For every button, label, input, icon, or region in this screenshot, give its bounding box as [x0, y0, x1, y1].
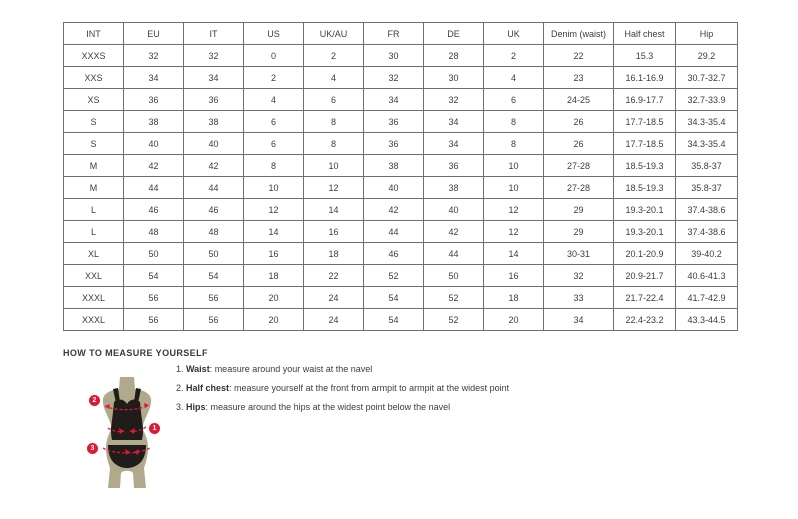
size-table-cell: 40	[184, 133, 244, 155]
size-table-cell: 4	[244, 89, 304, 111]
marker-badge-3: 3	[87, 443, 98, 454]
size-table-cell: 8	[304, 133, 364, 155]
size-table-header	[64, 23, 738, 45]
size-table-cell: 40.6-41.3	[676, 265, 738, 287]
size-table-cell: 6	[484, 89, 544, 111]
size-table-cell: 14	[304, 199, 364, 221]
size-table-cell: 28	[424, 45, 484, 67]
size-table-cell: 38	[124, 111, 184, 133]
size-table-cell: 35.8-37	[676, 155, 738, 177]
size-table-cell: 54	[364, 287, 424, 309]
size-table-cell: 44	[364, 221, 424, 243]
size-table-cell: M	[64, 155, 124, 177]
table-row	[64, 67, 738, 89]
size-table-cell: 43.3-44.5	[676, 309, 738, 331]
size-table-cell: 17.7-18.5	[614, 111, 676, 133]
size-table-cell: 41.7-42.9	[676, 287, 738, 309]
size-table-cell: XXXL	[64, 287, 124, 309]
size-table-cell: 44	[424, 243, 484, 265]
size-table-cell: 18	[484, 287, 544, 309]
size-table-column-header: DE	[424, 23, 484, 45]
size-table-cell: 39-40.2	[676, 243, 738, 265]
size-table-cell: 29.2	[676, 45, 738, 67]
size-table-column-header: Half chest	[614, 23, 676, 45]
size-table-cell: 48	[124, 221, 184, 243]
size-table-cell: 37.4-38.6	[676, 221, 738, 243]
size-table-cell: XL	[64, 243, 124, 265]
size-table-cell: 12	[244, 199, 304, 221]
size-table-cell: 40	[124, 133, 184, 155]
size-table-cell: 34.3-35.4	[676, 133, 738, 155]
size-table-cell: 56	[184, 309, 244, 331]
size-table-cell: 32	[544, 265, 614, 287]
size-table-cell: 50	[124, 243, 184, 265]
table-row	[64, 243, 738, 265]
size-table-cell: 44	[124, 177, 184, 199]
size-table-cell: 52	[424, 309, 484, 331]
size-table-cell: 14	[244, 221, 304, 243]
size-table-cell: S	[64, 133, 124, 155]
measure-instruction-item: 3. Hips: measure around the hips at the widest point below the navel	[176, 402, 451, 412]
size-table-cell: 12	[484, 221, 544, 243]
size-table-cell: 42	[184, 155, 244, 177]
size-table-cell: 56	[124, 309, 184, 331]
size-table-cell: 18	[244, 265, 304, 287]
size-table-cell: M	[64, 177, 124, 199]
size-table-cell: XXL	[64, 265, 124, 287]
size-table-cell: 16.1-16.9	[614, 67, 676, 89]
size-table-column-header: UK/AU	[304, 23, 364, 45]
size-table-cell: 34	[424, 133, 484, 155]
size-table-cell: 20	[244, 287, 304, 309]
size-table-cell: 32	[424, 89, 484, 111]
size-table-cell: 34.3-35.4	[676, 111, 738, 133]
size-table-cell: 22	[544, 45, 614, 67]
marker-badge-1: 1	[149, 423, 160, 434]
size-table-cell: 16.9-17.7	[614, 89, 676, 111]
table-row	[64, 265, 738, 287]
table-row	[64, 199, 738, 221]
size-table-cell: 34	[544, 309, 614, 331]
size-table-cell: 26	[544, 111, 614, 133]
size-table-cell: 24-25	[544, 89, 614, 111]
table-row	[64, 287, 738, 309]
size-table-cell: 54	[124, 265, 184, 287]
size-table-cell: 36	[364, 133, 424, 155]
size-table-cell: 14	[484, 243, 544, 265]
size-table-column-header: FR	[364, 23, 424, 45]
size-table-cell: 30	[424, 67, 484, 89]
measure-instruction-list	[176, 364, 596, 421]
size-table-cell: 20.9-21.7	[614, 265, 676, 287]
size-table-cell: 34	[364, 89, 424, 111]
size-table-cell: 54	[364, 309, 424, 331]
size-table-cell: 36	[364, 111, 424, 133]
size-table-cell: 42	[124, 155, 184, 177]
size-table-cell: 26	[544, 133, 614, 155]
size-table-cell: 6	[244, 111, 304, 133]
measure-instruction-item: 1. Waist: measure around your waist at the navel	[176, 364, 373, 374]
size-table-cell: 30	[364, 45, 424, 67]
size-table-cell: L	[64, 221, 124, 243]
size-table-cell: 37.4-38.6	[676, 199, 738, 221]
size-table-cell: 16	[304, 221, 364, 243]
size-table-cell: 34	[424, 111, 484, 133]
size-table-cell: 12	[484, 199, 544, 221]
table-row	[64, 89, 738, 111]
size-table-cell: 22	[304, 265, 364, 287]
size-table-cell: 33	[544, 287, 614, 309]
size-table-cell: 32.7-33.9	[676, 89, 738, 111]
size-table-cell: 56	[124, 287, 184, 309]
size-table-cell: 16	[484, 265, 544, 287]
size-table-cell: 46	[364, 243, 424, 265]
size-table-cell: 50	[424, 265, 484, 287]
size-table-cell: XXS	[64, 67, 124, 89]
size-table-cell: 56	[184, 287, 244, 309]
size-table-column-header: UK	[484, 23, 544, 45]
size-table-column-header: EU	[124, 23, 184, 45]
size-table-cell: 48	[184, 221, 244, 243]
size-table-cell: 52	[424, 287, 484, 309]
size-table-cell: 10	[484, 177, 544, 199]
size-table-column-header: US	[244, 23, 304, 45]
size-table-cell: 22.4-23.2	[614, 309, 676, 331]
measure-section-title: HOW TO MEASURE YOURSELF	[63, 348, 208, 358]
size-table-cell: 36	[184, 89, 244, 111]
size-table-cell: XXXL	[64, 309, 124, 331]
size-table-cell: 8	[244, 155, 304, 177]
size-table-column-header: IT	[184, 23, 244, 45]
size-table-cell: S	[64, 111, 124, 133]
size-table-cell: 46	[124, 199, 184, 221]
size-table-cell: XS	[64, 89, 124, 111]
table-row	[64, 111, 738, 133]
size-table-body	[64, 45, 738, 331]
size-table-cell: 46	[184, 199, 244, 221]
size-table-cell: 8	[484, 133, 544, 155]
size-table-cell: L	[64, 199, 124, 221]
size-table-cell: 12	[304, 177, 364, 199]
size-table-cell: 23	[544, 67, 614, 89]
size-table-cell: 17.7-18.5	[614, 133, 676, 155]
size-table-column-header: INT	[64, 23, 124, 45]
size-table-cell: 34	[124, 67, 184, 89]
size-table-column-header: Hip	[676, 23, 738, 45]
size-table-cell: 4	[304, 67, 364, 89]
size-table-column-header: Denim (waist)	[544, 23, 614, 45]
size-table-cell: 32	[364, 67, 424, 89]
size-table-cell: 20	[244, 309, 304, 331]
size-table-cell: 15.3	[614, 45, 676, 67]
size-table-cell: 20.1-20.9	[614, 243, 676, 265]
size-table-cell: 38	[184, 111, 244, 133]
size-table-cell: 36	[424, 155, 484, 177]
size-table-cell: 29	[544, 199, 614, 221]
size-table-cell: 54	[184, 265, 244, 287]
size-table-cell: 19.3-20.1	[614, 199, 676, 221]
size-table-cell: 6	[304, 89, 364, 111]
measure-instruction-item: 2. Half chest: measure yourself at the front from armpit to armpit at the widest point	[176, 383, 510, 393]
table-row	[64, 177, 738, 199]
table-row	[64, 45, 738, 67]
size-table-cell: 20	[484, 309, 544, 331]
size-table-cell: 10	[484, 155, 544, 177]
size-table-cell: 10	[304, 155, 364, 177]
table-row	[64, 133, 738, 155]
size-table-cell: 30-31	[544, 243, 614, 265]
size-table-cell: 24	[304, 287, 364, 309]
size-table-cell: 52	[364, 265, 424, 287]
size-table-cell: 32	[184, 45, 244, 67]
size-table-cell: 32	[124, 45, 184, 67]
size-table-cell: 42	[424, 221, 484, 243]
size-table-cell: 50	[184, 243, 244, 265]
size-table-cell: 30.7-32.7	[676, 67, 738, 89]
size-table-cell: 18.5-19.3	[614, 155, 676, 177]
size-table-cell: 38	[424, 177, 484, 199]
marker-badge-2: 2	[89, 395, 100, 406]
size-table-cell: XXXS	[64, 45, 124, 67]
size-table-cell: 38	[364, 155, 424, 177]
measurement-figure	[82, 374, 172, 492]
size-table-cell: 27-28	[544, 177, 614, 199]
size-table-cell: 29	[544, 221, 614, 243]
size-table-cell: 40	[424, 199, 484, 221]
table-row	[64, 221, 738, 243]
size-table-cell: 18	[304, 243, 364, 265]
size-table-cell: 2	[244, 67, 304, 89]
size-conversion-table	[63, 22, 737, 331]
size-table-cell: 16	[244, 243, 304, 265]
size-table-cell: 40	[364, 177, 424, 199]
size-table-cell: 35.8-37	[676, 177, 738, 199]
size-table-cell: 0	[244, 45, 304, 67]
size-table-cell: 2	[484, 45, 544, 67]
table-row	[64, 155, 738, 177]
size-table-cell: 34	[184, 67, 244, 89]
size-table-cell: 42	[364, 199, 424, 221]
table-row	[64, 309, 738, 331]
size-table-cell: 18.5-19.3	[614, 177, 676, 199]
size-table-cell: 44	[184, 177, 244, 199]
size-table-cell: 2	[304, 45, 364, 67]
size-table-cell: 27-28	[544, 155, 614, 177]
size-table-cell: 8	[484, 111, 544, 133]
size-table-cell: 24	[304, 309, 364, 331]
size-table-cell: 6	[244, 133, 304, 155]
size-table-cell: 21.7-22.4	[614, 287, 676, 309]
size-table-cell: 36	[124, 89, 184, 111]
size-table-cell: 19.3-20.1	[614, 221, 676, 243]
size-table-cell: 4	[484, 67, 544, 89]
mannequin-illustration	[82, 374, 172, 492]
size-table-cell: 10	[244, 177, 304, 199]
size-table-cell: 8	[304, 111, 364, 133]
